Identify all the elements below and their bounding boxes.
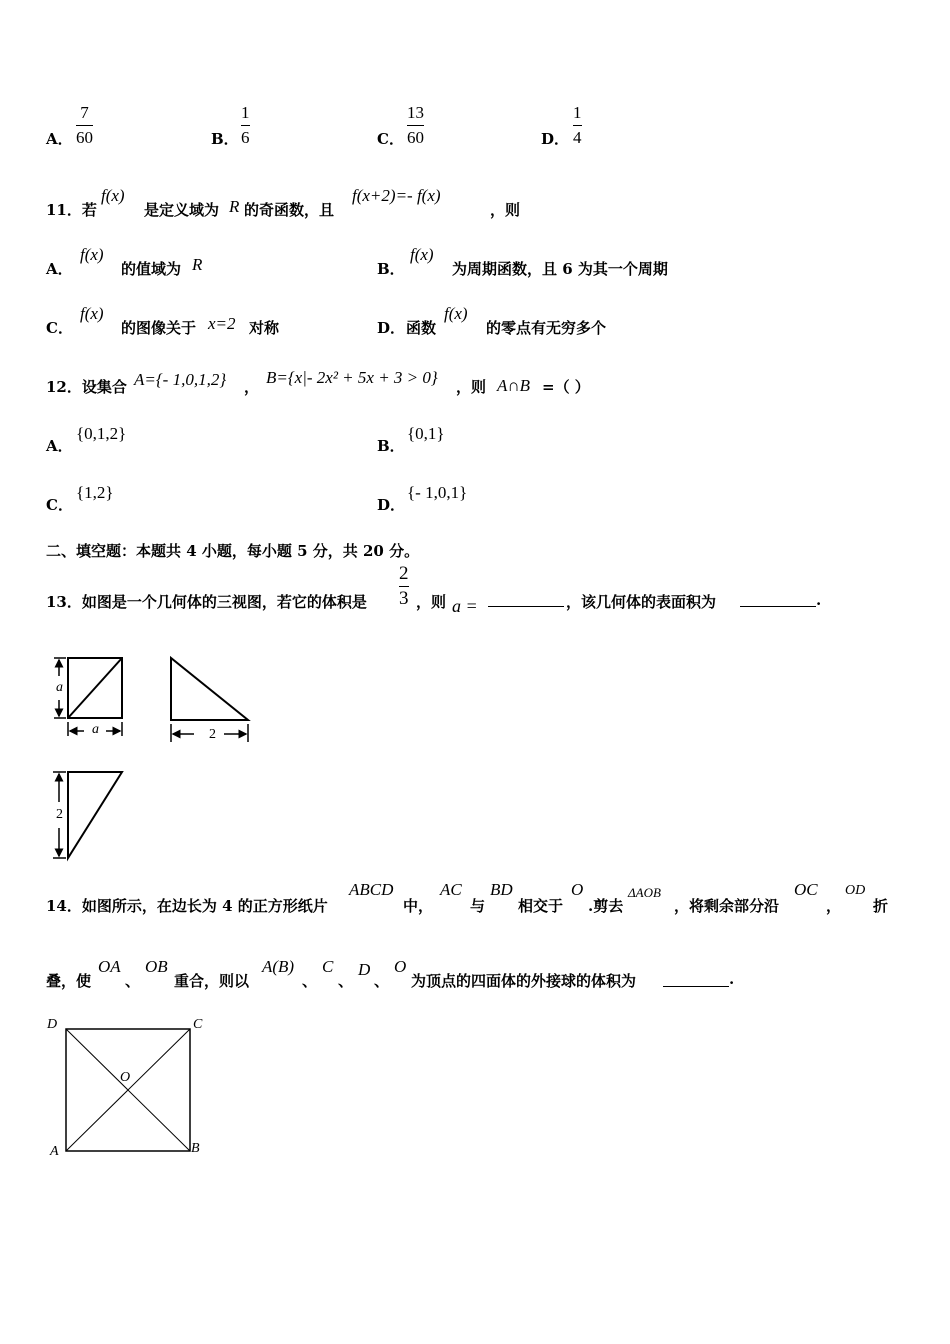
q11-equation: f(x+2)=- f(x) — [352, 186, 441, 205]
q10-option-c-fraction: 13 60 — [407, 103, 424, 147]
q10-option-a-label: A． — [46, 130, 73, 148]
q12-option-d-value: {- 1,0,1} — [407, 483, 468, 502]
q11-option-c-text-1: 的图像关于 — [121, 319, 197, 337]
q14-dun-2: 、 — [302, 972, 318, 990]
q12-option-c-label: C． — [46, 496, 73, 514]
q14-O2: O — [394, 957, 407, 976]
q11-option-b-fx: f(x) — [410, 245, 434, 264]
q10-option-d-label: D． — [541, 130, 570, 148]
q14-end: . — [729, 970, 735, 988]
q14-fig-label-B: B — [191, 1141, 200, 1156]
q13-fig-label-2-vertical: 2 — [56, 807, 63, 822]
q12-number: 12．设集合 — [46, 378, 127, 396]
q13-blank-a[interactable] — [488, 590, 564, 607]
q14-ABCD: ABCD — [349, 880, 394, 899]
q14-text-4: .剪去 — [588, 897, 624, 915]
q13-number: 13．如图是一个几何体的三视图，若它的体积是 — [46, 593, 367, 611]
q11-text-3: ，则 — [490, 201, 521, 219]
q11-option-c-fx: f(x) — [80, 304, 104, 323]
q14-C: C — [322, 957, 334, 976]
q11-option-d-text: 的零点有无穷多个 — [486, 319, 607, 337]
q11-text-2: 的奇函数，且 — [244, 201, 335, 219]
q14-text-5: ，将剩余部分沿 — [674, 897, 780, 915]
q14-fig-label-O: O — [120, 1070, 131, 1085]
q13-fig-label-a-horizontal: a — [92, 722, 99, 737]
top-view — [53, 772, 122, 858]
q14-fig-label-A: A — [50, 1144, 59, 1159]
q14-OC: OC — [794, 880, 818, 899]
q12-option-a-label: A． — [46, 437, 73, 455]
q12-option-a-value: {0,1,2} — [76, 424, 127, 443]
q11-fx: f(x) — [101, 186, 125, 205]
q14-AC: AC — [440, 880, 462, 899]
q12-text-2: =（ ） — [542, 378, 590, 396]
q14-blank-volume[interactable] — [663, 970, 729, 987]
q14-D: D — [358, 960, 371, 979]
q11-option-b-label: B． — [377, 260, 405, 278]
q14-text-7: 重合，则以 — [174, 972, 250, 990]
q13-three-view-figure — [44, 652, 264, 864]
q14-dun-3: 、 — [338, 972, 354, 990]
q14-sep: ， — [826, 897, 842, 915]
q12-text-1: ，则 — [456, 378, 487, 396]
q14-fig-label-D: D — [47, 1017, 58, 1032]
q11-option-a-R: R — [192, 255, 203, 274]
q11-option-d-fx: f(x) — [444, 304, 468, 323]
q14-O: O — [571, 880, 584, 899]
q14-OA: OA — [98, 957, 121, 976]
q14-dun-4: 、 — [374, 972, 390, 990]
q13-text-2: ，该几何体的表面积为 — [566, 593, 717, 611]
q11-R: R — [229, 197, 240, 216]
q14-BD: BD — [490, 880, 513, 899]
q14-text-8: 为顶点的四面体的外接球的体积为 — [411, 972, 637, 990]
q13-blank-area[interactable] — [740, 590, 816, 607]
q12-option-d-label: D． — [377, 496, 406, 514]
q11-option-c-label: C． — [46, 319, 73, 337]
q12-option-b-value: {0,1} — [407, 424, 445, 443]
q14-line2-text-a: 叠，使 — [46, 972, 92, 990]
q12-comma: ， — [244, 378, 260, 396]
q13-fig-label-a-vertical: a — [56, 680, 63, 695]
q13-end: . — [816, 591, 822, 609]
q10-option-d-fraction: 1 4 — [573, 103, 582, 147]
q14-AB: A(B) — [262, 957, 295, 976]
q12-set-a: A={- 1,0,1,2} — [134, 370, 227, 389]
q14-dun-1: 、 — [125, 972, 141, 990]
q13-variable: a = — [452, 596, 478, 616]
q14-text-6: 折 — [873, 897, 889, 915]
q12-set-b: B={x|- 2x² + 5x + 3 > 0} — [266, 368, 438, 387]
q12-intersection: A∩B — [497, 376, 531, 395]
q14-text-2: 与 — [470, 897, 486, 915]
q13-fraction: 2 3 — [399, 563, 409, 609]
q11-option-a-label: A． — [46, 260, 73, 278]
q11-option-c-text-2: 对称 — [249, 319, 280, 337]
q11-option-d-label: D． — [377, 319, 406, 337]
q10-option-b-fraction: 1 6 — [241, 103, 250, 147]
q14-text-3: 相交于 — [518, 897, 564, 915]
q10-option-b-label: B． — [211, 130, 239, 148]
q10-option-c-label: C． — [377, 130, 404, 148]
q11-option-a-text: 的值域为 — [121, 260, 182, 278]
q14-OD: OD — [845, 883, 866, 898]
q14-fig-label-C: C — [193, 1017, 203, 1032]
q10-option-a-fraction: 7 60 — [76, 103, 93, 147]
q11-option-c-eq: x=2 — [208, 314, 236, 333]
q14-triangle-AOB: ΔAOB — [628, 885, 661, 900]
q11-number: 11．若 — [46, 201, 97, 219]
q13-text-1: ，则 — [416, 593, 447, 611]
q11-option-b-text: 为周期函数，且 6 为其一个周期 — [452, 260, 668, 278]
q13-fig-label-2-horizontal: 2 — [209, 727, 216, 742]
q11-text-1: 是定义域为 — [144, 201, 220, 219]
q14-number: 14．如图所示，在边长为 4 的正方形纸片 — [46, 897, 328, 915]
q12-option-b-label: B． — [377, 437, 405, 455]
section-2-heading: 二、填空题：本题共 4 小题，每小题 5 分，共 20 分。 — [46, 542, 420, 560]
q12-option-c-value: {1,2} — [76, 483, 114, 502]
q11-option-d-pre: 函数 — [406, 319, 437, 337]
q14-OB: OB — [145, 957, 168, 976]
front-view — [54, 658, 122, 736]
q14-text-1: 中， — [403, 897, 434, 915]
q11-option-a-fx: f(x) — [80, 245, 104, 264]
